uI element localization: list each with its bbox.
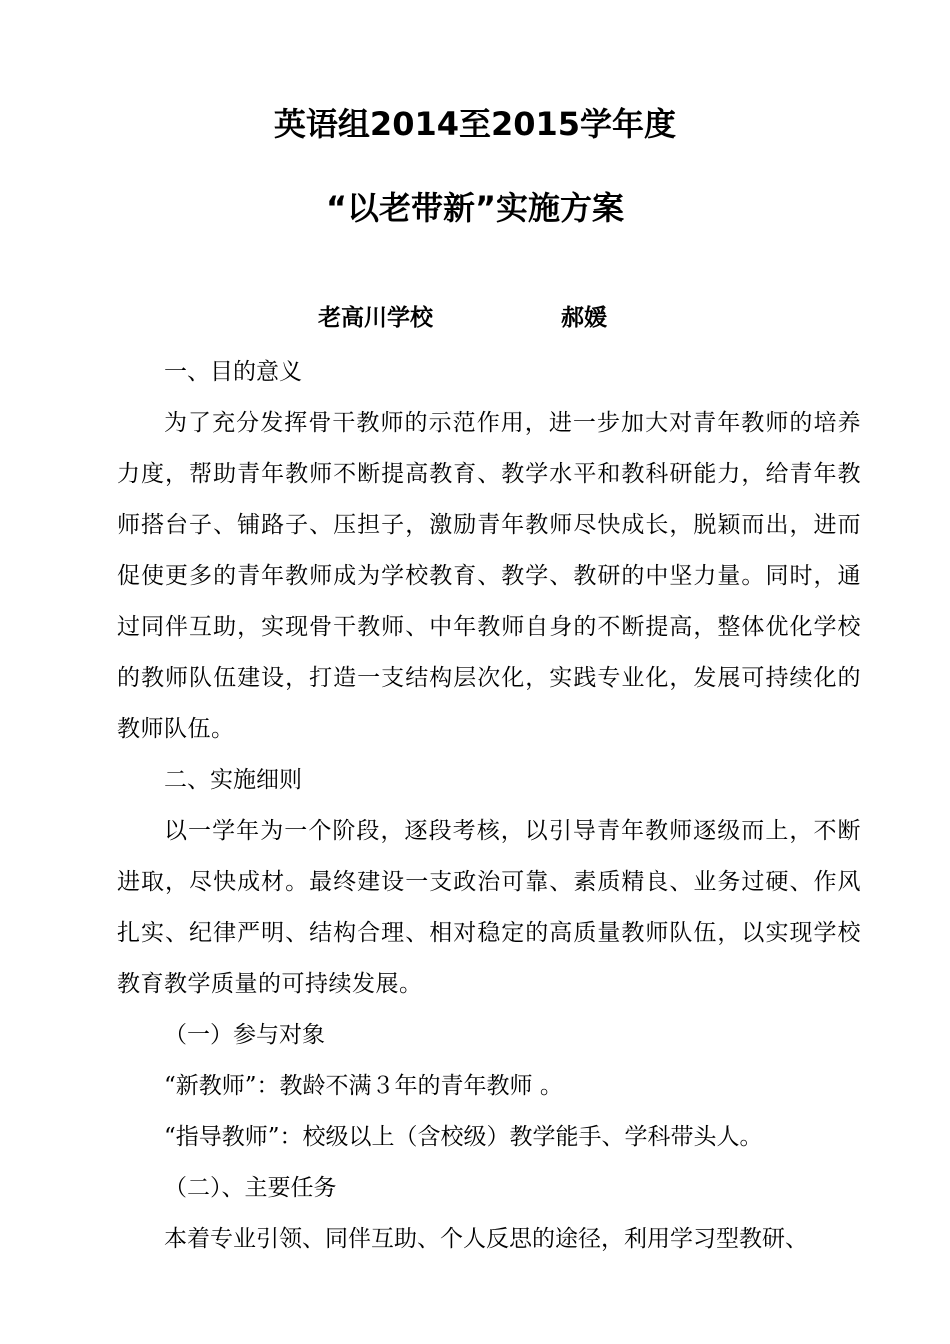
paragraph-purpose: 为了充分发挥骨干教师的示范作用，进一步加大对青年教师的培养力度，帮助青年教师不断提高教育、教学水平和教科研能力，给青年教师搭台子、铺路子、压担子，激励青年教师尽快成长，脱颖而出，进而促使更多的青年教师成为学校教育、教学、教研的中坚力量。同时，通过同伴互助，实现骨干教师、中年教师自身的不断提高，整体优化学校的教师队伍建设，打造一支结构层次化，实践专业化，发展可持续化的教师队伍。	[117, 410, 861, 742]
definition-new-teacher: “新教师”：教龄不满３年的青年教师 。	[164, 1073, 563, 1099]
document-title-line-2: “以老带新”实施方案	[325, 189, 625, 227]
document-title-line-1: 英语组2014至2015学年度	[273, 105, 677, 143]
paragraph-main-tasks: 本着专业引领、同伴互助、个人反思的途径，利用学习型教研、	[164, 1226, 808, 1252]
subsection-heading-main-tasks: （二）、主要任务	[164, 1175, 337, 1201]
document-body	[117, 347, 861, 1265]
byline	[0, 300, 950, 336]
section-heading-purpose: 一、目的意义	[164, 359, 302, 385]
section-heading-implementation: 二、实施细则	[164, 767, 302, 793]
definition-mentor-teacher: “指导教师”：校级以上（含校级）教学能手、学科带头人。	[164, 1124, 763, 1150]
paragraph-implementation: 以一学年为一个阶段，逐段考核，以引导青年教师逐级而上，不断进取，尽快成材。最终建设一支政治可靠、素质精良、业务过硬、作风扎实、纪律严明、结构合理、相对稳定的高质量教师队伍，以实现学校教育教学质量的可持续发展。	[117, 818, 861, 997]
author-name: 郝媛	[561, 305, 607, 331]
subsection-heading-participants: （一）参与对象	[164, 1022, 325, 1048]
school-name: 老高川学校	[318, 305, 433, 331]
